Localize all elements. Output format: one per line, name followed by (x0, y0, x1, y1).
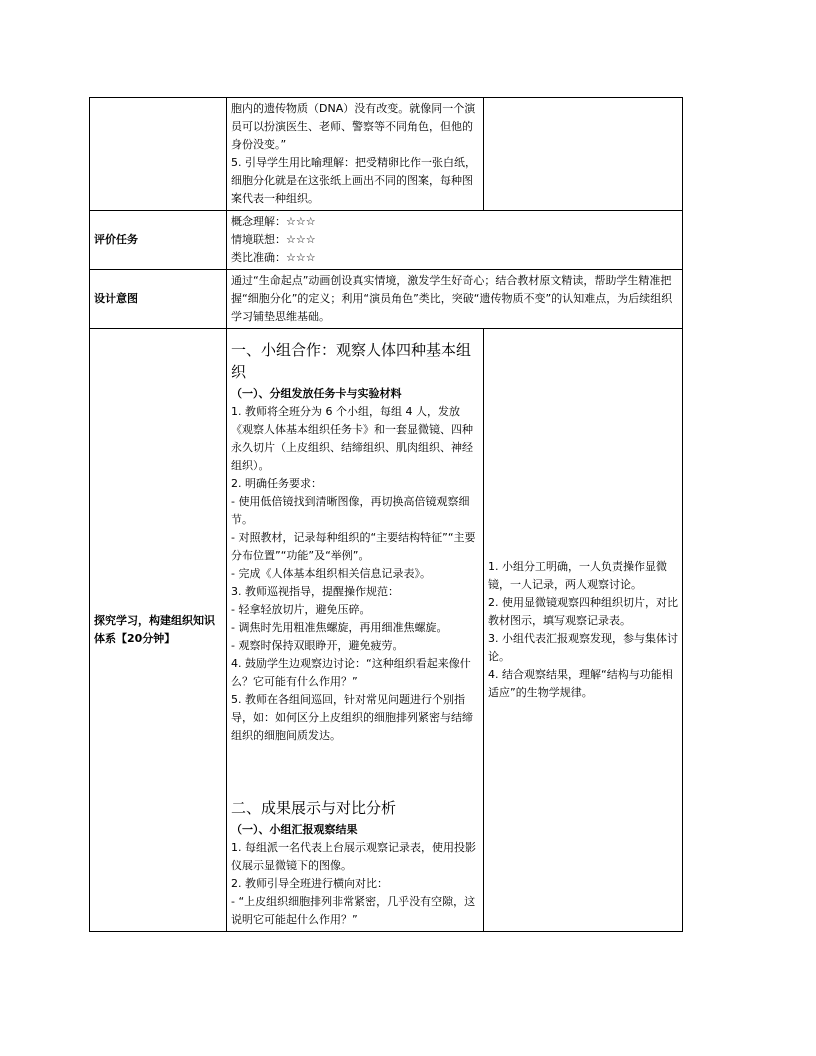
section1-line: 2. 明确任务要求： (231, 477, 322, 490)
evaluation-label: 评价任务 (90, 211, 227, 270)
student-activity: 4. 结合观察结果，理解“结构与功能相适应”的生物学规律。 (488, 668, 673, 699)
section1-line: - 观察时保持双眼睁开，避免疲劳。 (231, 639, 404, 652)
section1-line: 4. 鼓励学生边观察边讨论：“这种组织看起来像什么？它可能有什么作用？” (231, 657, 471, 688)
section2-title: 二、成果展示与对比分析 (231, 799, 397, 817)
section1-line: - 轻拿轻放切片，避免压碎。 (231, 603, 371, 616)
evaluation-item: 概念理解：☆☆☆ (231, 215, 316, 228)
continuation-text-2: 5. 引导学生用比喻理解：把受精卵比作一张白纸，细胞分化就是在这张纸上画出不同的图案，每种图案代表一种组织。 (231, 156, 476, 205)
section1-line: - 对照教材，记录每种组织的“主要结构特征”“主要分布位置”“功能”及“举例”。 (231, 531, 476, 562)
continuation-label-cell (90, 98, 227, 211)
design-label: 设计意图 (90, 270, 227, 329)
section2-line: - “上皮组织细胞排列非常紧密，几乎没有空隙，这说明它可能起什么作用？” (231, 895, 476, 926)
section2-subtitle: （一）、小组汇报观察结果 (231, 823, 358, 836)
section-spacer (231, 745, 479, 789)
explore-label: 探究学习，构建组织知识体系【20分钟】 (90, 329, 227, 932)
explore-row (90, 329, 683, 932)
section1-line: 5. 教师在各组间巡回，针对常见问题进行个别指导，如：如何区分上皮组织的细胞排列紧密与结缔组织的细胞间质发达。 (231, 693, 473, 742)
evaluation-items-cell (227, 211, 683, 270)
section1-line: 1. 教师将全班分为 6 个小组，每组 4 人，发放《观察人体基本组织任务卡》和一套显微镜、四种永久切片（上皮组织、结缔组织、肌肉组织、神经组织）。 (231, 405, 473, 472)
evaluation-row (90, 211, 683, 270)
section1-subtitle: （一）、分组发放任务卡与实验材料 (231, 387, 402, 400)
continuation-side-cell (484, 98, 683, 211)
continuation-content-cell (227, 98, 484, 211)
section1-line: - 使用低倍镜找到清晰图像，再切换高倍镜观察细节。 (231, 495, 470, 526)
student-activity: 3. 小组代表汇报观察发现，参与集体讨论。 (488, 632, 678, 663)
design-text: 通过“生命起点”动画创设真实情境，激发学生好奇心；结合教材原文精读，帮助学生精准把握“细胞分化”的定义；利用“演员角色”类比，突破“遗传物质不变”的认知难点，为后续组织学习铺垫思维基础。 (227, 270, 683, 329)
section1-line: 3. 教师巡视指导，提醒操作规范： (231, 585, 399, 598)
student-activity-cell (484, 329, 683, 932)
section2-line: 2. 教师引导全班进行横向对比： (231, 877, 388, 890)
student-activity: 2. 使用显微镜观察四种组织切片，对比教材图示，填写观察记录表。 (488, 596, 678, 627)
section1-line: - 完成《人体基本组织相关信息记录表》。 (231, 567, 431, 580)
design-row (90, 270, 683, 329)
lesson-plan-table (89, 97, 683, 932)
evaluation-item: 情境联想：☆☆☆ (231, 233, 316, 246)
continuation-row (90, 98, 683, 211)
section1-line: - 调焦时先用粗准焦螺旋，再用细准焦螺旋。 (231, 621, 448, 634)
continuation-text-1: 胞内的遗传物质（DNA）没有改变。就像同一个演员可以扮演医生、老师、警察等不同角色，但他的身份没变。” (231, 102, 476, 151)
explore-content-cell (227, 329, 484, 932)
student-activity: 1. 小组分工明确，一人负责操作显微镜，一人记录，两人观察讨论。 (488, 560, 667, 591)
evaluation-item: 类比准确：☆☆☆ (231, 251, 316, 264)
section2-line: 1. 每组派一名代表上台展示观察记录表，使用投影仪展示显微镜下的图像。 (231, 841, 476, 872)
section1-title: 一、小组合作：观察人体四种基本组织 (231, 341, 472, 381)
